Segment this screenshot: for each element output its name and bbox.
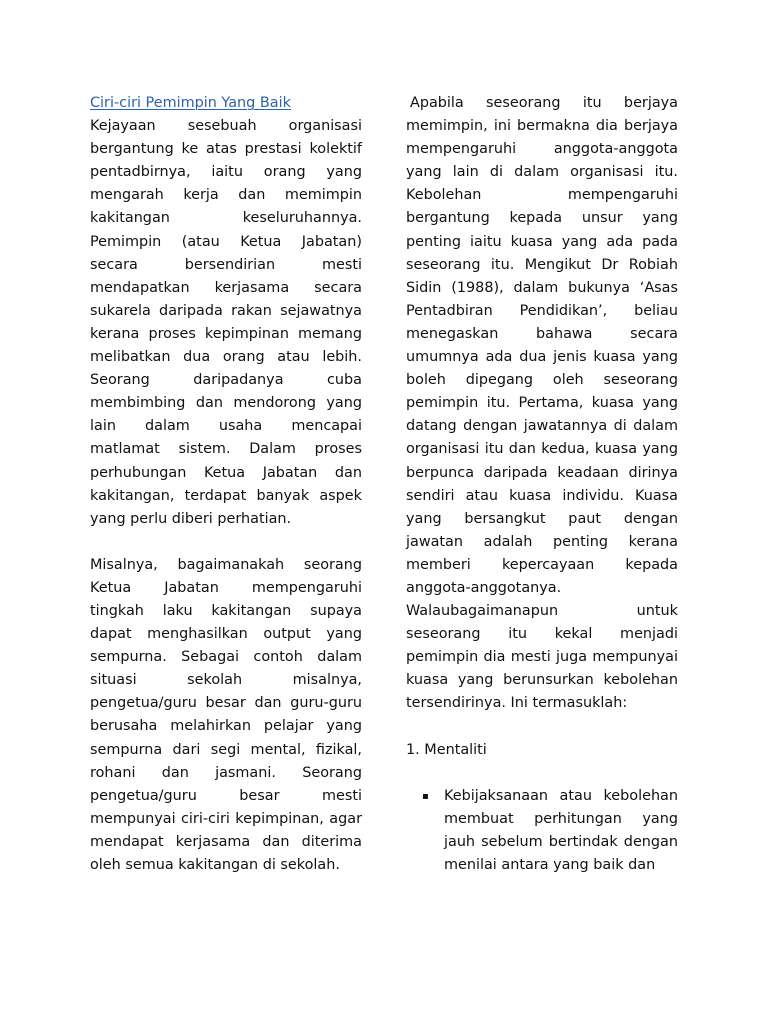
left-paragraph-2: Misalnya, bagaimanakah seorang Ketua Jabatan mempengaruhi tingkah laku kakitangan supaya dapat menghasilkan output yang sempurna. Sebagai contoh dalam situasi sekolah misalnya, pengetua/guru besar dan guru-guru berusaha melahirkan pelajar yang sempurna dari segi mental, fizikal, rohani dan jasmani. Seorang pengetua/guru besar mesti mempunyai ciri-ciri kepimpinan, agar mendapat kerjasama dan diterima oleh semua kakitangan di sekolah. <box>90 556 362 873</box>
list-heading-mentaliti: 1. Mentaliti <box>406 741 487 758</box>
right-paragraph-1: Apabila seseorang itu berjaya memimpin, ini bermakna dia berjaya mempengaruhi anggota-anggota yang lain di dalam organisasi itu. Kebolehan mempengaruhi bergantung kepada unsur yang penting iaitu kuasa yang ada pada seseorang itu. Mengikut Dr Robiah Sidin (1988), dalam bukunya ‘Asas Pentadbiran Pendidikan’, beliau menegaskan bahawa secara umumnya ada dua jenis kuasa yang boleh dipegang oleh seseorang pemimpin itu. Pertama, kuasa yang datang dengan jawatannya di dalam organisasi itu dan kedua, kuasa yang berpunca daripada keadaan dirinya sendiri atau kuasa individu. Kuasa yang bersangkut paut dengan jawatan adalah penting kerana memberi kepercayaan kepada anggota-anggotanya. Walaubagaimanapun untuk seseorang itu kekal menjadi pemimpin dia mesti juga mempunyai kuasa yang berunsurkan kebolehan tersendirinya. Ini termasuklah: <box>406 95 678 712</box>
section-heading: Ciri-ciri Pemimpin Yang Baik <box>90 95 291 111</box>
bullet-square-icon: ▪ <box>422 790 429 802</box>
right-column <box>406 92 678 877</box>
bullet-text: Kebijaksanaan atau kebolehan membuat perhitungan yang jauh sebelum bertindak dengan menilai antara yang baik dan <box>444 787 678 873</box>
list-item <box>406 785 678 877</box>
left-paragraph-1: Kejayaan sesebuah organisasi bergantung ke atas prestasi kolektif pentadbirnya, iaitu orang yang mengarah kerja dan memimpin kakitangan keseluruhannya. Pemimpin (atau Ketua Jabatan) secara bersendirian mesti mendapatkan kerjasama secara sukarela daripada rakan sejawatnya kerana proses kepimpinan memang melibatkan dua orang atau lebih. Seorang daripadanya cuba membimbing dan mendorong yang lain dalam usaha mencapai matlamat sistem. Dalam proses perhubungan Ketua Jabatan dan kakitangan, terdapat banyak aspek yang perlu diberi perhatian. <box>90 118 362 527</box>
left-column <box>90 92 362 877</box>
bullet-list <box>406 785 678 877</box>
